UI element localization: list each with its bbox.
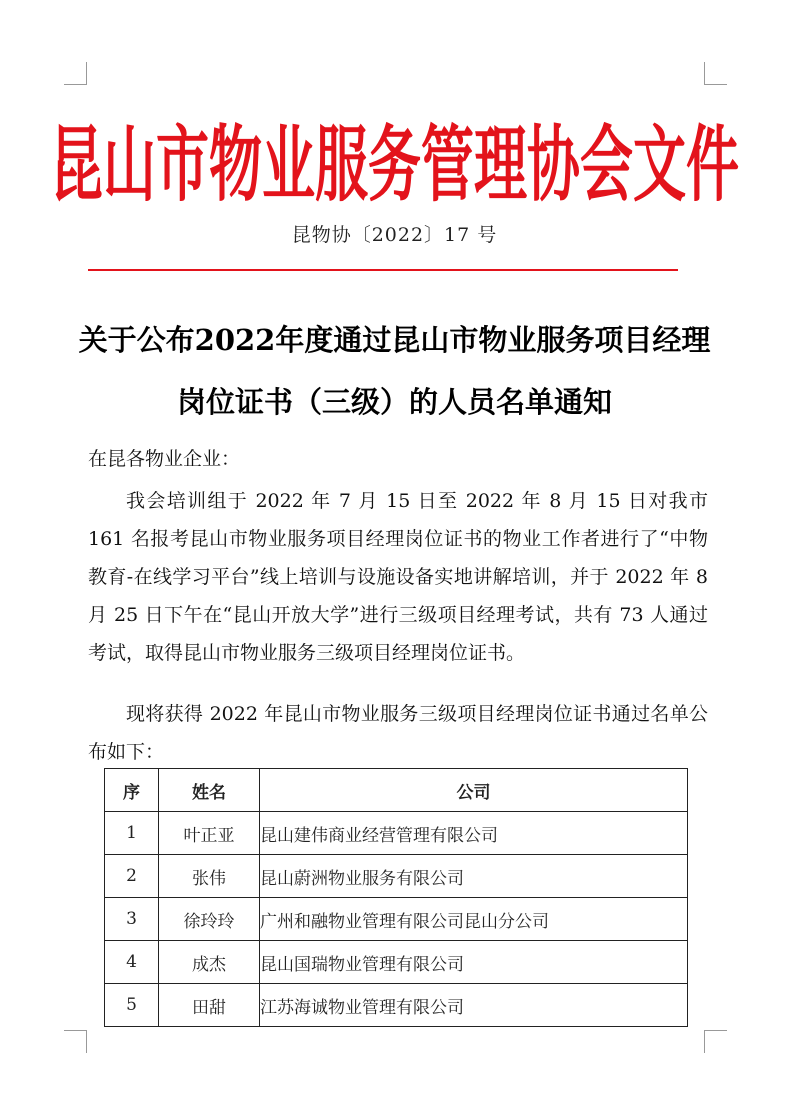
row-company: 昆山建伟商业经营管理有限公司 — [260, 812, 688, 855]
red-divider-line — [88, 269, 678, 271]
name-list-table — [104, 768, 688, 1027]
body-paragraph-1: 我会培训组于 2022 年 7 月 15 日至 2022 年 8 月 15 日对我市 161 名报考昆山市物业服务项目经理岗位证书的物业工作者进行了“中物教育-在线学习平台”线上培训与设施设备实地讲解培训，并于 2022 年 8 月 25 日下午在“昆山开放大学”进行三级项目经理考试，共有 73 人通过考试，取得昆山市物业服务三级项目经理岗位证书。 — [88, 490, 708, 664]
page-corner-mark-top-left — [64, 62, 87, 85]
table-row — [105, 855, 688, 898]
page-corner-mark-bottom-left — [64, 1030, 87, 1053]
notice-title-line-2: 岗位证书（三级）的人员名单通知 — [176, 385, 612, 419]
table-row — [105, 941, 688, 984]
row-seq: 3 — [105, 898, 159, 941]
body-paragraph-2: 现将获得 2022 年昆山市物业服务三级项目经理岗位证书通过名单公布如下： — [88, 703, 708, 763]
row-name: 田甜 — [159, 984, 260, 1027]
organization-title: 昆山市物业服务管理协会文件 — [50, 118, 739, 214]
table-row — [105, 812, 688, 855]
header-seq: 序 — [105, 769, 159, 812]
row-name: 张伟 — [159, 855, 260, 898]
table-header-row — [105, 769, 688, 812]
salutation: 在昆各物业企业： — [88, 448, 241, 470]
row-company: 昆山国瑞物业管理有限公司 — [260, 941, 688, 984]
row-company: 昆山蔚洲物业服务有限公司 — [260, 855, 688, 898]
header-name: 姓名 — [159, 769, 260, 812]
document-number: 昆物协〔2022〕17 号 — [291, 224, 498, 246]
row-seq: 5 — [105, 984, 159, 1027]
row-name: 叶正亚 — [159, 812, 260, 855]
row-seq: 1 — [105, 812, 159, 855]
page-corner-mark-top-right — [704, 62, 727, 85]
row-seq: 2 — [105, 855, 159, 898]
row-company: 江苏海诚物业管理有限公司 — [260, 984, 688, 1027]
row-company: 广州和融物业管理有限公司昆山分公司 — [260, 898, 688, 941]
notice-title-line-1: 关于公布2022年度通过昆山市物业服务项目经理 — [78, 323, 711, 357]
row-name: 成杰 — [159, 941, 260, 984]
header-company: 公司 — [260, 769, 688, 812]
row-seq: 4 — [105, 941, 159, 984]
table-row — [105, 984, 688, 1027]
page-corner-mark-bottom-right — [704, 1030, 727, 1053]
table-row — [105, 898, 688, 941]
row-name: 徐玲玲 — [159, 898, 260, 941]
